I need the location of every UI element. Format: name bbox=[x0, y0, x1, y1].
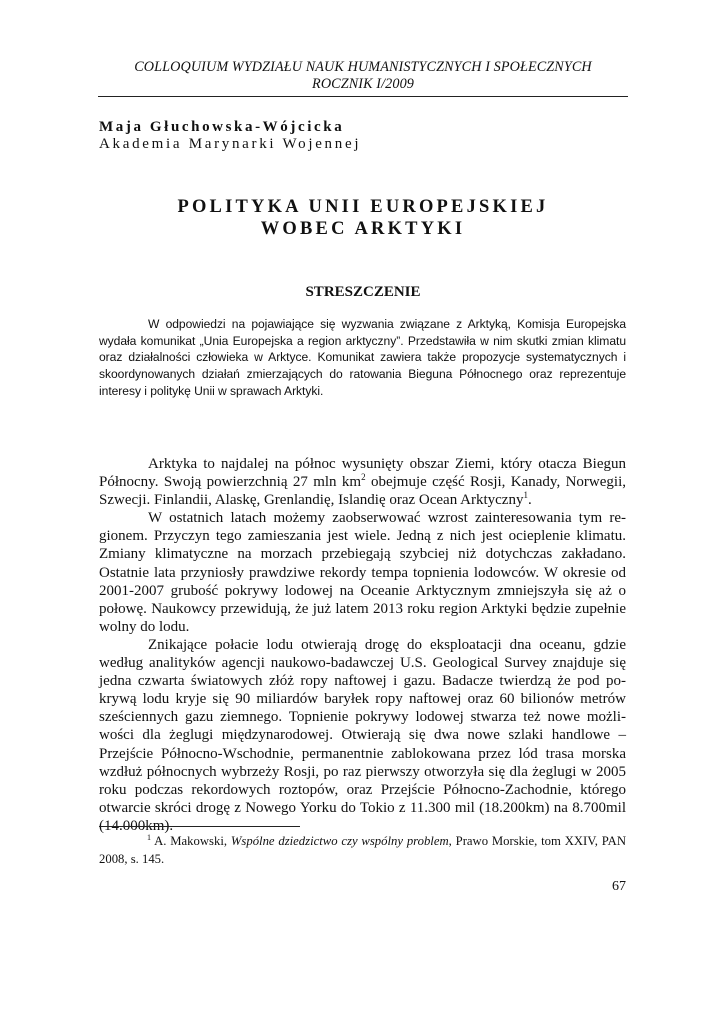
abstract-heading: STRESZCZENIE bbox=[305, 284, 421, 300]
article-title bbox=[98, 196, 628, 240]
footnote bbox=[99, 832, 626, 868]
running-head-volume: ROCZNIK I/2009 bbox=[312, 76, 414, 92]
author-affiliation: Akademia Marynarki Wojennej bbox=[99, 136, 362, 152]
footnote-number: 1 bbox=[147, 833, 151, 842]
footnote-text-after: , Prawo Morskie, tom XXIV, PAN 2008, s. 145. bbox=[99, 834, 626, 866]
footnote-cited-title: Wspólne dziedzictwo czy wspólny problem bbox=[230, 834, 449, 848]
body-paragraph-2: W ostatnich latach możemy zaobserwować wzrost zainteresowania tym regionem. Przyczyn tego zamieszania jest wiele. Jedną z nich jest ocieplenie klimatu. Zmiany klimatyczne na morzach przebiegają szybciej niż dotychczas zakładano. Ostatnie lata przyniosły prawdziwe rekordy tempa topnienia lodowców. W okresie od 2001-2007 grubość pokrywy lodowej na Oceanie Arktycznym zmniejszyła się aż o połowę. Naukowcy przewidują, że już latem 2013 roku region Arktyki będzie zupełnie wolny do lodu. bbox=[99, 510, 626, 635]
article-title-line-2: WOBEC ARKTYKI bbox=[260, 219, 466, 239]
footnote-text-before: A. Makowski, bbox=[151, 834, 231, 848]
footnote-divider bbox=[99, 826, 300, 827]
body-paragraph-1-text-a: Arktyka to najdalej na północ wysunięty obszar Ziemi, który otacza Biegun Północny. Swoją powierzchnią 27 mln km bbox=[99, 456, 626, 491]
body-paragraph-1-text-c: . bbox=[527, 492, 532, 509]
abstract-text: W odpowiedzi na pojawiające się wyzwania związane z Arktyką, Komisja Europejska wydała komunikat „Unia Europejska a region arktyczny”. Przedstawiła w nim skutki zmian klimatu oraz działalności człowieka w Arktyce. Komunikat zawiera także propozycje systematycznych i skoordynowanych działań zmierzających do ratowania Bieguna Północnego oraz reprezentuje interesy i politykę Unii w sprawach Arktyki. bbox=[99, 317, 626, 398]
superscript-exponent: 2 bbox=[361, 472, 366, 483]
article-body bbox=[99, 455, 626, 835]
body-paragraph-1 bbox=[99, 455, 626, 509]
body-paragraph-3: Znikające połacie lodu otwierają drogę do eksploatacji dna oceanu, gdzie według analityków agencji naukowo-badawczej U.S. Geological Survey znajduje się jedna czwarta światowych złóż ropy naftowej i gazu. Badacze twierdzą że pod pokrywą lodu kryje się 90 miliardów baryłek ropy naftowej oraz 60 bilionów metrów sześciennych gazu ziemnego. Topnienie pokrywy lodowej stwarza też nowe możliwości dla żeglugi międzynarodowej. Otwierają się dwa nowe szlaki handlowe – Przejście Północno-Wschodnie, permanentnie zablokowana przez lód trasa morska wzdłuż północnych wybrzeży Rosji, po raz pierwszy otworzyła się dla żeglugi w 2005 roku podczas rekordowych roztopów, oraz Przejście Północno-Zachodnie, którego otwarcie skróci drogę z Nowego Yorku do Tokio z 11.300 mil (18.200km) na 8.700mil (14.000km). bbox=[99, 636, 626, 834]
footnote-reference[interactable]: 1 bbox=[523, 490, 528, 501]
page-number: 67 bbox=[612, 879, 626, 894]
running-head-series: COLLOQUIUM WYDZIAŁU NAUK HUMANISTYCZNYCH I SPOŁECZNYCH bbox=[134, 59, 592, 75]
article-title-line-1: POLITYKA UNII EUROPEJSKIEJ bbox=[177, 197, 549, 217]
author-name: Maja Głuchowska-Wójcicka bbox=[99, 119, 345, 135]
header-divider bbox=[98, 96, 628, 97]
running-head bbox=[98, 59, 628, 93]
body-paragraph-1-text-b: obejmuje część Rosji, Kanady, Norwegii, Szwecji. Finlandii, Alaskę, Grenlandię, Islandię oraz Ocean Arktyczny bbox=[99, 474, 626, 509]
